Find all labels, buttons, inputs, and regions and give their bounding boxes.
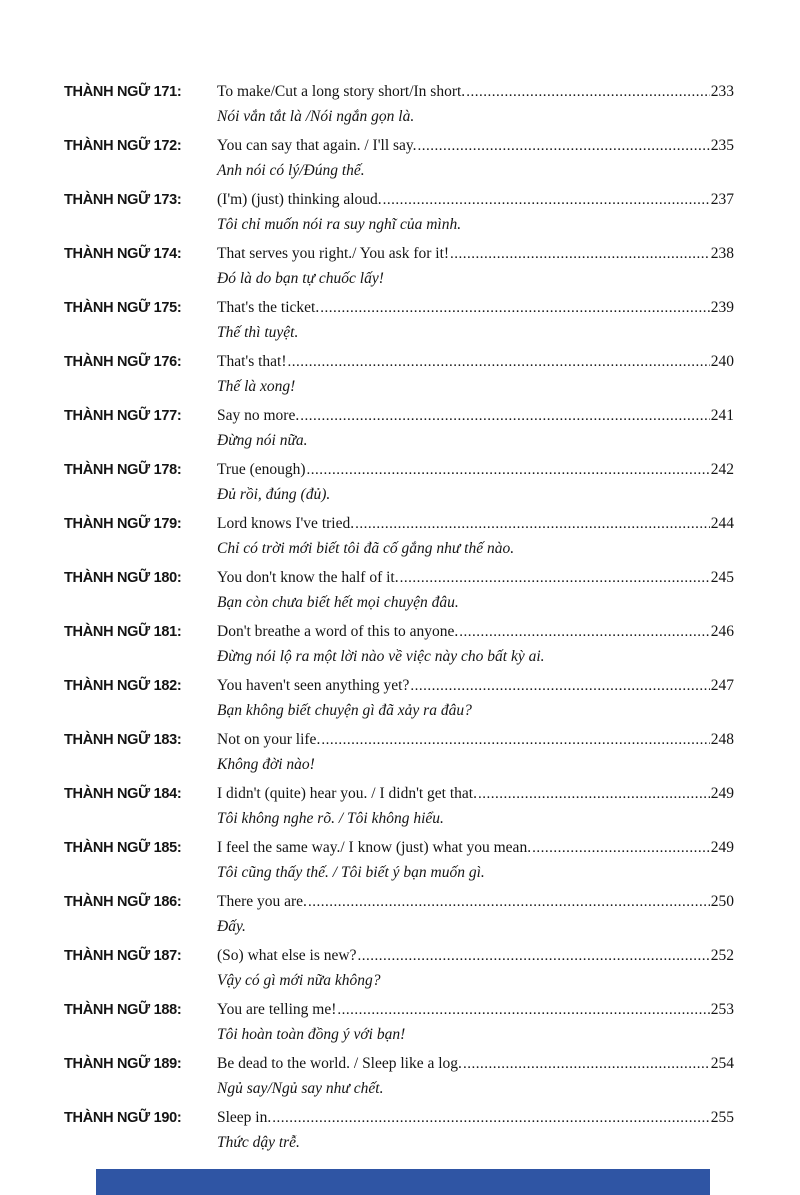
entry-english-phrase: To make/Cut a long story short/In short. bbox=[217, 83, 466, 100]
entry-page-number: 240 bbox=[710, 353, 734, 370]
toc-entry bbox=[64, 296, 734, 344]
entry-english-phrase: (I'm) (just) thinking aloud. bbox=[217, 191, 382, 208]
entry-vietnamese-translation: Ngủ say/Ngủ say như chết. bbox=[217, 1080, 384, 1097]
entry-page-number: 249 bbox=[710, 785, 734, 802]
dot-leader bbox=[478, 782, 710, 806]
entry-label: THÀNH NGỮ 189: bbox=[64, 1056, 182, 1072]
entry-english-phrase: (So) what else is new? bbox=[217, 947, 357, 964]
entry-english-phrase: Don't breathe a word of this to anyone. bbox=[217, 623, 459, 640]
entry-vietnamese-translation: Thức dậy trễ. bbox=[217, 1134, 300, 1151]
toc-entry-main-line bbox=[64, 836, 734, 860]
dot-leader bbox=[300, 404, 710, 428]
toc-entry bbox=[64, 134, 734, 182]
entry-vietnamese-translation: Thế thì tuyệt. bbox=[217, 324, 299, 341]
entry-vietnamese-translation: Đừng nói nữa. bbox=[217, 432, 308, 449]
toc-entry bbox=[64, 1052, 734, 1100]
dot-leader bbox=[307, 458, 710, 482]
footer-bar bbox=[96, 1169, 710, 1195]
toc-entry bbox=[64, 1106, 734, 1154]
entry-english-phrase: Be dead to the world. / Sleep like a log. bbox=[217, 1055, 462, 1072]
entry-vietnamese-translation: Tôi hoàn toàn đồng ý với bạn! bbox=[217, 1026, 406, 1043]
entry-english-phrase: Say no more. bbox=[217, 407, 300, 424]
entry-page-number: 253 bbox=[710, 1001, 734, 1018]
dot-leader bbox=[337, 998, 709, 1022]
entry-vietnamese-translation: Thế là xong! bbox=[217, 378, 296, 395]
entry-vietnamese-translation: Đấy. bbox=[217, 918, 246, 935]
toc-entry-main-line bbox=[64, 998, 734, 1022]
entry-page-number: 239 bbox=[710, 299, 734, 316]
toc-entry-main-line bbox=[64, 944, 734, 968]
dot-leader bbox=[466, 80, 710, 104]
toc-entry bbox=[64, 620, 734, 668]
dot-leader bbox=[320, 296, 710, 320]
entry-page-number: 242 bbox=[710, 461, 734, 478]
entry-page-number: 250 bbox=[710, 893, 734, 910]
entry-english-phrase: You don't know the half of it. bbox=[217, 569, 399, 586]
toc-entry-main-line bbox=[64, 458, 734, 482]
dot-leader bbox=[418, 134, 710, 158]
toc-entry-main-line bbox=[64, 620, 734, 644]
toc-entry bbox=[64, 836, 734, 884]
entry-vietnamese-translation: Tôi chỉ muốn nói ra suy nghĩ của mình. bbox=[217, 216, 462, 233]
toc-entry-main-line bbox=[64, 890, 734, 914]
entry-english-phrase: Not on your life. bbox=[217, 731, 321, 748]
entry-english-phrase: You can say that again. / I'll say. bbox=[217, 137, 417, 154]
dot-leader bbox=[463, 1052, 710, 1076]
entry-page-number: 238 bbox=[710, 245, 734, 262]
entry-page-number: 233 bbox=[710, 83, 734, 100]
entry-english-phrase: Lord knows I've tried. bbox=[217, 515, 355, 532]
toc-entry bbox=[64, 890, 734, 938]
entry-label: THÀNH NGỮ 179: bbox=[64, 516, 182, 532]
entry-english-phrase: True (enough) bbox=[217, 461, 306, 478]
entry-label: THÀNH NGỮ 184: bbox=[64, 786, 182, 802]
toc-entry bbox=[64, 404, 734, 452]
dot-leader bbox=[410, 674, 709, 698]
toc-entry-main-line bbox=[64, 80, 734, 104]
entry-page-number: 255 bbox=[710, 1109, 734, 1126]
entry-vietnamese-translation: Tôi không nghe rõ. / Tôi không hiểu. bbox=[217, 810, 444, 827]
entry-page-number: 247 bbox=[710, 677, 734, 694]
entry-page-number: 246 bbox=[710, 623, 734, 640]
entry-english-phrase: You are telling me! bbox=[217, 1001, 337, 1018]
dot-leader bbox=[459, 620, 709, 644]
entry-english-phrase: I didn't (quite) hear you. / I didn't get that. bbox=[217, 785, 477, 802]
toc-entry-main-line bbox=[64, 296, 734, 320]
entry-english-phrase: Sleep in. bbox=[217, 1109, 272, 1126]
entry-page-number: 237 bbox=[710, 191, 734, 208]
toc-entry bbox=[64, 350, 734, 398]
entry-label: THÀNH NGỮ 181: bbox=[64, 624, 182, 640]
entry-vietnamese-translation: Đó là do bạn tự chuốc lấy! bbox=[217, 270, 384, 287]
toc-entry-main-line bbox=[64, 782, 734, 806]
toc-entry-main-line bbox=[64, 188, 734, 212]
entry-vietnamese-translation: Nói vắn tắt là /Nói ngắn gọn là. bbox=[217, 108, 415, 125]
entry-label: THÀNH NGỮ 172: bbox=[64, 138, 182, 154]
dot-leader bbox=[400, 566, 710, 590]
entry-label: THÀNH NGỮ 176: bbox=[64, 354, 182, 370]
entry-english-phrase: I feel the same way./ I know (just) what you mean. bbox=[217, 839, 532, 856]
toc-entry bbox=[64, 944, 734, 992]
toc-entry-main-line bbox=[64, 1052, 734, 1076]
entry-page-number: 252 bbox=[710, 947, 734, 964]
entry-vietnamese-translation: Tôi cũng thấy thế. / Tôi biết ý bạn muốn gì. bbox=[217, 864, 485, 881]
entry-page-number: 254 bbox=[710, 1055, 734, 1072]
entry-label: THÀNH NGỮ 182: bbox=[64, 678, 182, 694]
entry-english-phrase: That's that! bbox=[217, 353, 287, 370]
entry-label: THÀNH NGỮ 175: bbox=[64, 300, 182, 316]
entry-page-number: 235 bbox=[710, 137, 734, 154]
entry-vietnamese-translation: Anh nói có lý/Đúng thế. bbox=[217, 162, 365, 179]
toc-entry bbox=[64, 782, 734, 830]
entry-english-phrase: That serves you right./ You ask for it! bbox=[217, 245, 450, 262]
entry-label: THÀNH NGỮ 186: bbox=[64, 894, 182, 910]
toc-entry-main-line bbox=[64, 134, 734, 158]
entry-page-number: 245 bbox=[710, 569, 734, 586]
toc-list bbox=[64, 80, 734, 1160]
entry-vietnamese-translation: Đừng nói lộ ra một lời nào về việc này cho bất kỳ ai. bbox=[217, 648, 545, 665]
entry-vietnamese-translation: Bạn không biết chuyện gì đã xảy ra đâu? bbox=[217, 702, 472, 719]
dot-leader bbox=[321, 728, 709, 752]
toc-entry bbox=[64, 80, 734, 128]
entry-label: THÀNH NGỮ 190: bbox=[64, 1110, 182, 1126]
entry-page-number: 244 bbox=[710, 515, 734, 532]
entry-label: THÀNH NGỮ 187: bbox=[64, 948, 182, 964]
dot-leader bbox=[450, 242, 710, 266]
entry-label: THÀNH NGỮ 171: bbox=[64, 84, 182, 100]
toc-entry-main-line bbox=[64, 728, 734, 752]
entry-vietnamese-translation: Vậy có gì mới nữa không? bbox=[217, 972, 381, 989]
entry-label: THÀNH NGỮ 180: bbox=[64, 570, 182, 586]
dot-leader bbox=[357, 944, 709, 968]
entry-vietnamese-translation: Đủ rồi, đúng (đủ). bbox=[217, 486, 331, 503]
entry-english-phrase: You haven't seen anything yet? bbox=[217, 677, 410, 694]
toc-entry bbox=[64, 242, 734, 290]
toc-entry-main-line bbox=[64, 512, 734, 536]
dot-leader bbox=[532, 836, 710, 860]
dot-leader bbox=[383, 188, 710, 212]
toc-entry bbox=[64, 458, 734, 506]
toc-entry bbox=[64, 674, 734, 722]
dot-leader bbox=[308, 890, 710, 914]
toc-entry-main-line bbox=[64, 404, 734, 428]
toc-entry bbox=[64, 728, 734, 776]
entry-english-phrase: That's the ticket. bbox=[217, 299, 320, 316]
entry-vietnamese-translation: Chỉ có trời mới biết tôi đã cố gắng như thế nào. bbox=[217, 540, 515, 557]
dot-leader bbox=[272, 1106, 710, 1130]
toc-entry-main-line bbox=[64, 674, 734, 698]
toc-entry-main-line bbox=[64, 350, 734, 374]
entry-english-phrase: There you are. bbox=[217, 893, 307, 910]
dot-leader bbox=[355, 512, 710, 536]
entry-page-number: 249 bbox=[710, 839, 734, 856]
entry-page-number: 241 bbox=[710, 407, 734, 424]
entry-label: THÀNH NGỮ 173: bbox=[64, 192, 182, 208]
toc-entry bbox=[64, 566, 734, 614]
entry-vietnamese-translation: Không đời nào! bbox=[217, 756, 315, 773]
entry-vietnamese-translation: Bạn còn chưa biết hết mọi chuyện đâu. bbox=[217, 594, 459, 611]
dot-leader bbox=[288, 350, 710, 374]
entry-label: THÀNH NGỮ 188: bbox=[64, 1002, 182, 1018]
entry-page-number: 248 bbox=[710, 731, 734, 748]
toc-entry bbox=[64, 998, 734, 1046]
toc-entry-main-line bbox=[64, 1106, 734, 1130]
entry-label: THÀNH NGỮ 178: bbox=[64, 462, 182, 478]
entry-label: THÀNH NGỮ 183: bbox=[64, 732, 182, 748]
toc-entry bbox=[64, 188, 734, 236]
entry-label: THÀNH NGỮ 177: bbox=[64, 408, 182, 424]
toc-entry-main-line bbox=[64, 242, 734, 266]
entry-label: THÀNH NGỮ 174: bbox=[64, 246, 182, 262]
toc-entry-main-line bbox=[64, 566, 734, 590]
entry-label: THÀNH NGỮ 185: bbox=[64, 840, 182, 856]
toc-entry bbox=[64, 512, 734, 560]
